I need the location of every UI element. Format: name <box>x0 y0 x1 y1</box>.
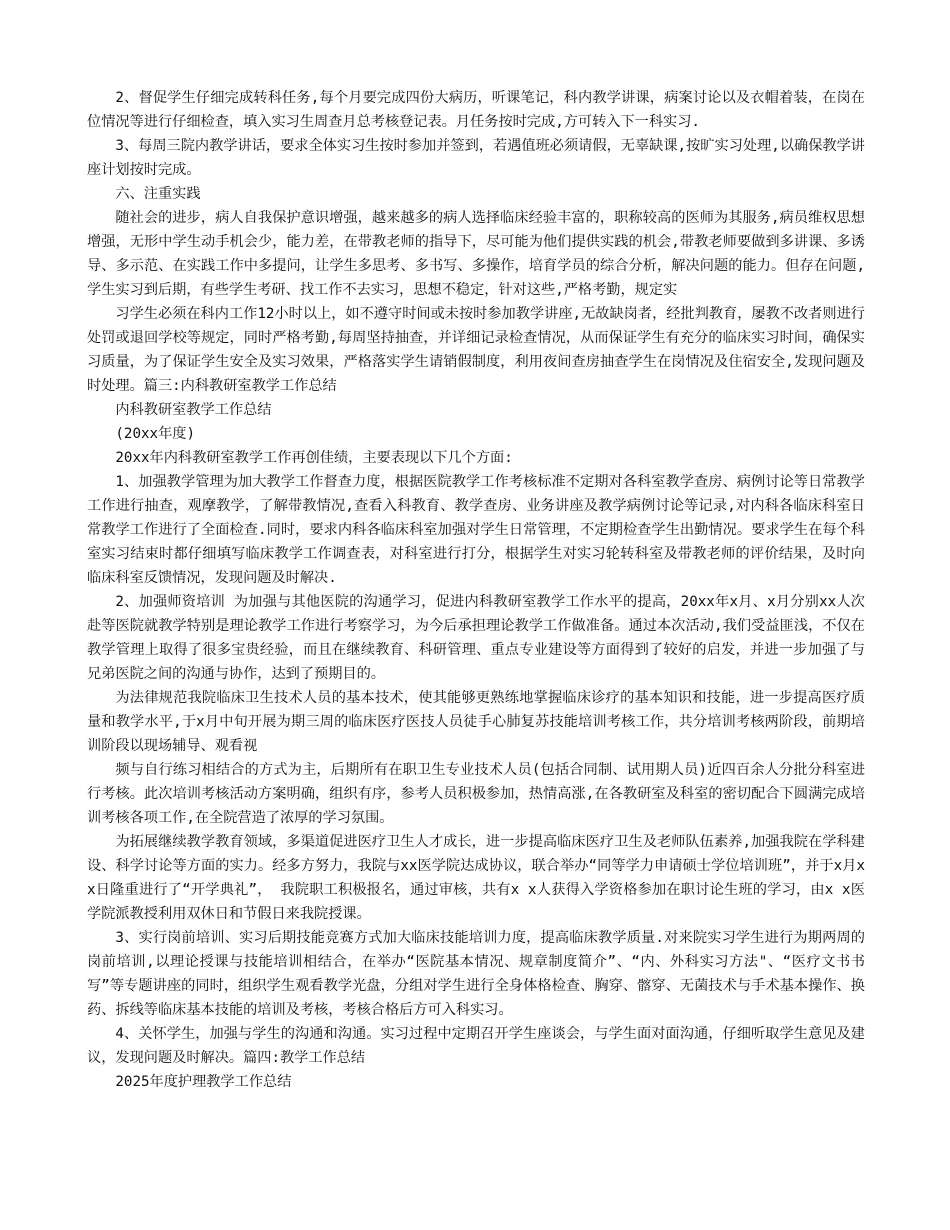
paragraph-4: 习学生必须在科内工作12小时以上，如不遵守时间或未按时参加教学讲座,无故缺岗者，经批判教育，屡教不改者则进行处罚或退回学校等规定，同时严格考勤,每周坚持抽查，并详细记录检查情况，从而保证学生有充分的临床实习时间，确保实习质量，为了保证学生安全及实习效果，严格落实学生请销假制度，利用夜间查房抽查学生在岗情况及住宿安全,发现问题及时处理。篇三:内科教研室教学工作总结 <box>87 306 865 394</box>
paragraph-3: 随社会的进步，病人自我保护意识增强，越来越多的病人选择临床经验丰富的，职称较高的医师为其服务,病员维权思想增强，无形中学生动手机会少，能力差，在带教老师的指导下，尽可能为他们提供实践的机会,带教老师要做到多讲课、多诱导、多示范、在实践工作中多提问，让学生多思考、多书写、多操作，培育学员的综合分析，解决问题的能力。但存在问题,学生实习到后期，有些学生考研、找工作不去实习，思想不稳定，针对这些,严格考勤，规定实 <box>87 210 865 298</box>
paragraph-6: 1、加强教学管理为加大教学工作督查力度，根据医院教学工作考核标准不定期对各科室教学查房、病例讨论等日常教学工作进行抽查，观摩教学，了解带教情况,查看入科教育、教学查房、业务讲座及教学病例讨论等记录,对内科各临床科室日常教学工作进行了全面检查.同时，要求内科各临床科室加强对学生日常管理，不定期检查学生出勤情况。要求学生在每个科室实习结束时都仔细填写临床教学工作调查表，对科室进行打分，根据学生对实习轮转科室及带教老师的评价结果，及时向临床科室反馈情况，发现问题及时解决. <box>87 474 865 586</box>
report-year: (20xx年度) <box>115 426 196 442</box>
paragraph-8: 为法律规范我院临床卫生技术人员的基本技术，使其能够更熟练地掌握临床诊疗的基本知识和技能，进一步提高医疗质量和教学水平,于x月中旬开展为期三周的临床医疗医技人员徒手心肺复苏技能培训考核工作，共分培训考核两阶段，前期培训阶段以现场辅导、观看视 <box>87 690 865 754</box>
paragraph-11: 3、实行岗前培训、实习后期技能竞赛方式加大临床技能培训力度，提高临床教学质量.对来院实习学生进行为期两周的岗前培训,以理论授课与技能培训相结合，在举办“医院基本情况、规章制度简介”、“内、外科实习方法"、“医疗文书书写”等专题讲座的同时，组织学生观看教学光盘，分组对学生进行全身体格检查、胸穿、髂穿、无菌技术与手术基本操作、换药、拆线等临床基本技能的培训及考核，考核合格后方可入科实习。 <box>87 930 865 1018</box>
paragraph-10: 为拓展继续教学教育领域，多渠道促进医疗卫生人才成长，进一步提高临床医疗卫生及老师队伍素养,加强我院在学科建设、科学讨论等方面的实力。经多方努力，我院与xx医学院达成协议，联合举办“同等学力申请硕士学位培训班”，并于x月x x日隆重进行了“开学典礼”， 我院职工积极报名，通过审核，共有x x人获得入学资格参加在职讨论生班的学习，由x x医学院派教授利用双休日和节假日来我院授课。 <box>87 834 865 922</box>
paragraph-1: 2、督促学生仔细完成转科任务,每个月要完成四份大病历，听课笔记，科内教学讲课，病案讨论以及衣帽着装，在岗在位情况等进行仔细检查，填入实习生周查月总考核登记表。月任务按时完成,方可转入下一科实习. <box>87 90 865 130</box>
report-title: 内科教研室教学工作总结 <box>115 402 272 418</box>
paragraph-9: 频与自行练习相结合的方式为主，后期所有在职卫生专业技术人员(包括合同制、试用期人员)近四百余人分批分科室进行考核。此次培训考核活动方案明确，组织有序，参考人员积极参加，热情高涨,在各教研室及科室的密切配合下圆满完成培训考核各项工作,在全院营造了浓厚的学习氛围。 <box>87 762 865 826</box>
paragraph-5: 20xx年内科教研室教学工作再创佳绩，主要表现以下几个方面: <box>115 450 513 466</box>
paragraph-7: 2、加强师资培训 为加强与其他医院的沟通学习，促进内科教研室教学工作水平的提高，20xx年x月、x月分别xx人次赴等医院就教学特别是理论教学工作进行考察学习，为今后承担理论教学工作做准备。通过本次活动,我们受益匪浅，不仅在教学管理上取得了很多宝贵经验，而且在继续教育、科研管理、重点专业建设等方面得到了较好的启发，并进一步加强了与兄弟医院之间的沟通与协作，达到了预期目的。 <box>87 594 865 682</box>
final-title: 2025年度护理教学工作总结 <box>115 1074 292 1090</box>
paragraph-2: 3、每周三院内教学讲话，要求全体实习生按时参加并签到，若遇值班必须请假，无辜缺课,按旷实习处理,以确保教学讲座计划按时完成。 <box>87 138 865 178</box>
paragraph-12: 4、关怀学生，加强与学生的沟通和沟通。实习过程中定期召开学生座谈会，与学生面对面沟通，仔细听取学生意见及建议，发现问题及时解决。篇四:教学工作总结 <box>87 1026 865 1066</box>
section-heading: 六、注重实践 <box>115 186 201 202</box>
document-body <box>87 86 865 1094</box>
